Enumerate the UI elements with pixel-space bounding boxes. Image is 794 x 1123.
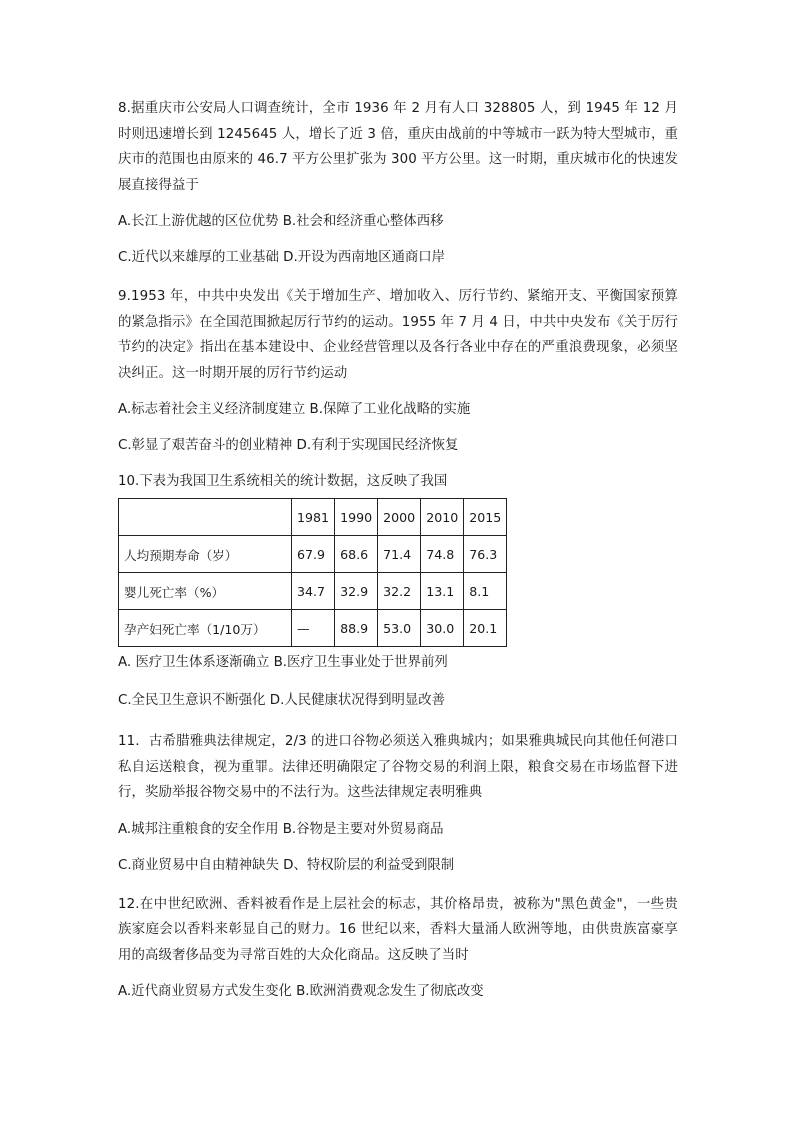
- question-11: [118, 729, 678, 806]
- table-row: [119, 610, 507, 647]
- question-11-options-row2: [118, 856, 678, 876]
- table-cell: 53.0: [378, 610, 421, 647]
- table-year-cell: 2010: [421, 499, 464, 536]
- question-9: [118, 284, 678, 386]
- table-cell: 71.4: [378, 536, 421, 573]
- table-row: [119, 536, 507, 573]
- table-year-cell: 2000: [378, 499, 421, 536]
- table-cell: 32.9: [335, 573, 378, 610]
- question-10-options-ab: A. 医疗卫生体系逐渐确立 B.医疗卫生事业处于世界前列: [118, 655, 448, 670]
- table-corner-cell: [119, 499, 292, 536]
- table-row-label: 孕产妇死亡率（1/10万）: [119, 610, 292, 647]
- table-year-cell: 2015: [464, 499, 507, 536]
- question-8-options: [118, 212, 678, 232]
- question-11-options-ab: A.城邦注重粮食的安全作用 B.谷物是主要对外贸易商品: [118, 821, 444, 837]
- question-9-options: [118, 400, 678, 420]
- question-8-options-row2: [118, 248, 678, 268]
- question-10: [118, 472, 678, 711]
- table-header-row: [119, 499, 507, 536]
- table-row: [119, 573, 507, 610]
- question-12-stem: 12.在中世纪欧洲、香料被看作是上层社会的标志，其价格昂贵，被称为"黑色黄金"，一些贵族家庭会以香料来彰显自己的财力。16 世纪以来，香料大量涌人欧洲等地，由供贵族富豪享用的高级奢侈品变为寻常百姓的大众化商品。这反映了当时: [118, 896, 678, 963]
- table-cell: 32.2: [378, 573, 421, 610]
- table-cell: 88.9: [335, 610, 378, 647]
- table-row-label: 婴儿死亡率（%）: [119, 573, 292, 610]
- table-cell: 34.7: [292, 573, 335, 610]
- table-cell: 68.6: [335, 536, 378, 573]
- question-10-options-cd: C.全民卫生意识不断强化 D.人民健康状况得到明显改善: [118, 693, 446, 708]
- question-12: [118, 892, 678, 969]
- question-12-options-ab: A.近代商业贸易方式发生变化 B.欧洲消费观念发生了彻底改变: [118, 984, 484, 999]
- table-cell: 13.1: [421, 573, 464, 610]
- table-cell: —: [292, 610, 335, 647]
- table-cell: 76.3: [464, 536, 507, 573]
- question-9-options-row2: [118, 436, 678, 456]
- question-12-options: [118, 982, 678, 1002]
- table-cell: 67.9: [292, 536, 335, 573]
- question-11-options-cd: C.商业贸易中自由精神缺失 D、特权阶层的利益受到限制: [118, 857, 455, 873]
- question-10-stem: 10.下表为我国卫生系统相关的统计数据，这反映了我国: [118, 474, 448, 489]
- table-cell: 20.1: [464, 610, 507, 647]
- question-8-options-cd: C.近代以来雄厚的工业基础 D.开设为西南地区通商口岸: [118, 250, 446, 265]
- question-11-options: [118, 820, 678, 840]
- question-9-options-cd: C.彰显了艰苦奋斗的创业精神 D.有利于实现国民经济恢复: [118, 438, 459, 453]
- table-cell: 30.0: [421, 610, 464, 647]
- stats-table: [118, 498, 507, 647]
- question-8: [118, 96, 678, 198]
- exam-page: [118, 96, 678, 1014]
- table-row-label: 人均预期寿命（岁）: [119, 536, 292, 573]
- table-cell: 74.8: [421, 536, 464, 573]
- question-8-options-ab: A.长江上游优越的区位优势 B.社会和经济重心整体西移: [118, 214, 444, 229]
- table-cell: 8.1: [464, 573, 507, 610]
- question-11-stem: 11．古希腊雅典法律规定，2/3 的进口谷物必须送入雅典城内；如果雅典城民向其他任何港口私自运送粮食，视为重罪。法律还明确限定了谷物交易的利润上限，粮食交易在市场监督下进行，奖励举报谷物交易中的不法行为。这些法律规定表明雅典: [118, 734, 678, 800]
- table-year-cell: 1981: [292, 499, 335, 536]
- question-8-stem: 8.据重庆市公安局人口调查统计，全市 1936 年 2 月有人口 328805 人，到 1945 年 12 月时则迅速增长到 1245645 人，增长了近 3 倍，重庆由战前的中等城市一跃为特大型城市，重庆市的范围也由原来的 46.7 平方公里扩张为 300 平方公里。这一时期，重庆城市化的快速发展直接得益于: [118, 101, 678, 193]
- table-year-cell: 1990: [335, 499, 378, 536]
- question-9-options-ab: A.标志着社会主义经济制度建立 B.保障了工业化战略的实施: [118, 402, 471, 417]
- question-9-stem: 9.1953 年，中共中央发出《关于增加生产、增加收入、厉行节约、紧缩开支、平衡国家预算的紧急指示》在全国范围掀起厉行节约的运动。1955 年 7 月 4 日，中共中央发布《关于厉行节约的决定》指出在基本建设中、企业经营管理以及各行各业中存在的严重浪费现象，必须坚决纠正。这一时期开展的厉行节约运动: [118, 289, 678, 381]
